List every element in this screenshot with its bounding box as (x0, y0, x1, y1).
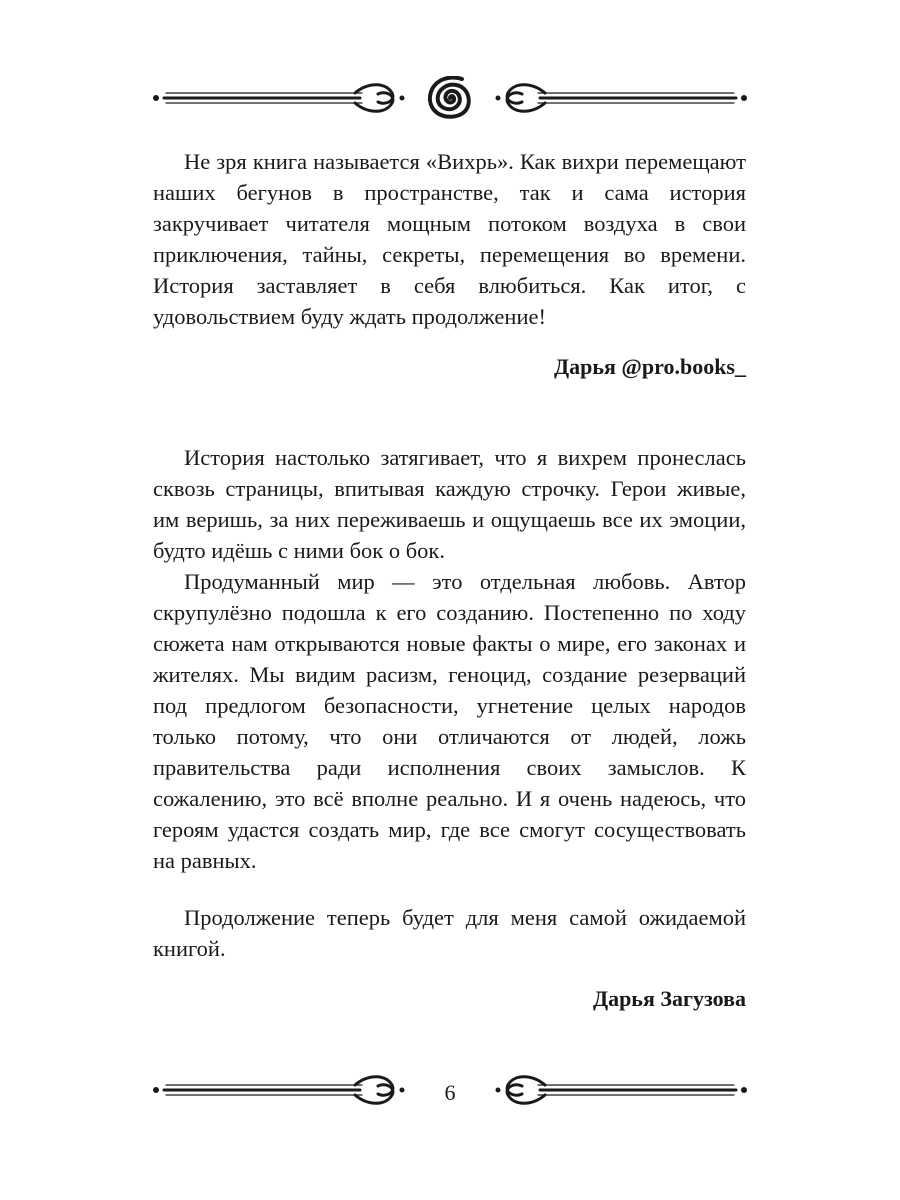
review-2-paragraph-3: Продолжение теперь будет для меня самой ожидаемой книгой. (153, 905, 746, 961)
review-1-paragraph-1: Не зря книга называется «Вихрь». Как вихри перемещают наших бегунов в пространстве, так и сама история закручивает читателя мощным потоком воздуха в свои приключения, тайны, секреты, перемещения во времени. История заставляет в себя влюбиться. Как итог, с удовольствием буду ждать продолжение! (153, 149, 746, 329)
review-text-block (153, 146, 746, 1014)
review-2-paragraph-2: Продуманный мир — это отдельная любовь. Автор скрупулёзно подошла к его созданию. Постепенно по ходу сюжета нам открываются новые факты о мире, его законах и жителях. Мы видим расизм, геноцид, создание резерваций под предлогом безопасности, угнетение целых народов только потому, что они отличаются от людей, ложь правительства ради исполнения своих замыслов. К сожалению, это всё вполне реально. И я очень надеюсь, что героям удастся создать мир, где все смогут сосуществовать на равных. (153, 569, 746, 873)
review-2-signature: Дарья Загузова (592, 986, 746, 1011)
swirl-ornament-icon (150, 76, 750, 126)
top-ornament-divider (150, 76, 750, 126)
review-2-paragraph-1: История настолько затягивает, что я вихрем пронеслась сквозь страницы, впитывая каждую строчку. Герои живые, им веришь, за них переживаешь и ощущаешь все их эмоции, будто идёшь с ними бок о бок. (153, 445, 746, 563)
page-number: 6 (444, 1080, 456, 1105)
review-1-signature: Дарья @pro.books_ (553, 354, 746, 379)
